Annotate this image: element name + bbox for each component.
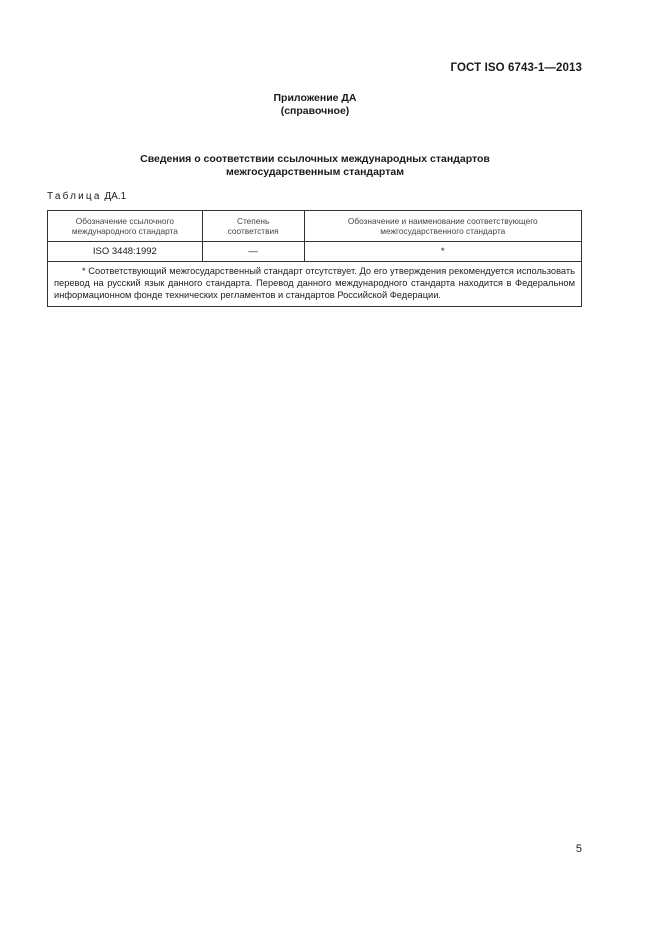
table-caption-number: ДА.1 (104, 191, 127, 202)
header-degree (202, 211, 304, 242)
correspondence-table (47, 210, 582, 307)
standard-code: ГОСТ ISO 6743-1—2013 (450, 62, 582, 74)
header-interstate (304, 211, 581, 242)
header-degree-line2: соответствия (227, 226, 279, 236)
header-designation-line2: международного стандарта (71, 226, 178, 236)
header-designation-line1: Обозначение ссылочного (75, 215, 174, 226)
table-header-row (48, 211, 582, 242)
appendix-title: Приложение ДА (273, 92, 357, 104)
table-footnote: * Соответствующий межгосударственный стандарт отсутствует. До его утверждения рекомендуется использовать перевод на русский язык данного стандарта. Перевод данного международного стандарта находится в Федеральном информационном фонде технических регламентов и стандартов Российской Федерации. (54, 266, 575, 301)
table-caption-word: Таблица (47, 191, 102, 202)
section-title-line2: межгосударственным стандартам (226, 166, 404, 178)
table-footnote-cell (48, 262, 582, 307)
appendix-heading (0, 92, 630, 118)
table-caption (47, 191, 126, 202)
header-degree-line1: Степень (236, 215, 270, 226)
page-number: 5 (575, 843, 582, 855)
header-interstate-line2: межгосударственного стандарта (380, 226, 506, 236)
table-row (48, 242, 582, 262)
cell-designation: ISO 3448:1992 (48, 242, 203, 262)
header-interstate-line1: Обозначение и наименование соответствующего (347, 215, 538, 226)
appendix-subtitle: (справочное) (280, 105, 350, 117)
cell-degree: — (202, 242, 304, 262)
section-title-line1: Сведения о соответствии ссылочных международных стандартов (140, 153, 490, 165)
header-designation (48, 211, 203, 242)
cell-interstate: * (304, 242, 581, 262)
table-footnote-row (48, 262, 582, 307)
section-title (0, 153, 630, 179)
